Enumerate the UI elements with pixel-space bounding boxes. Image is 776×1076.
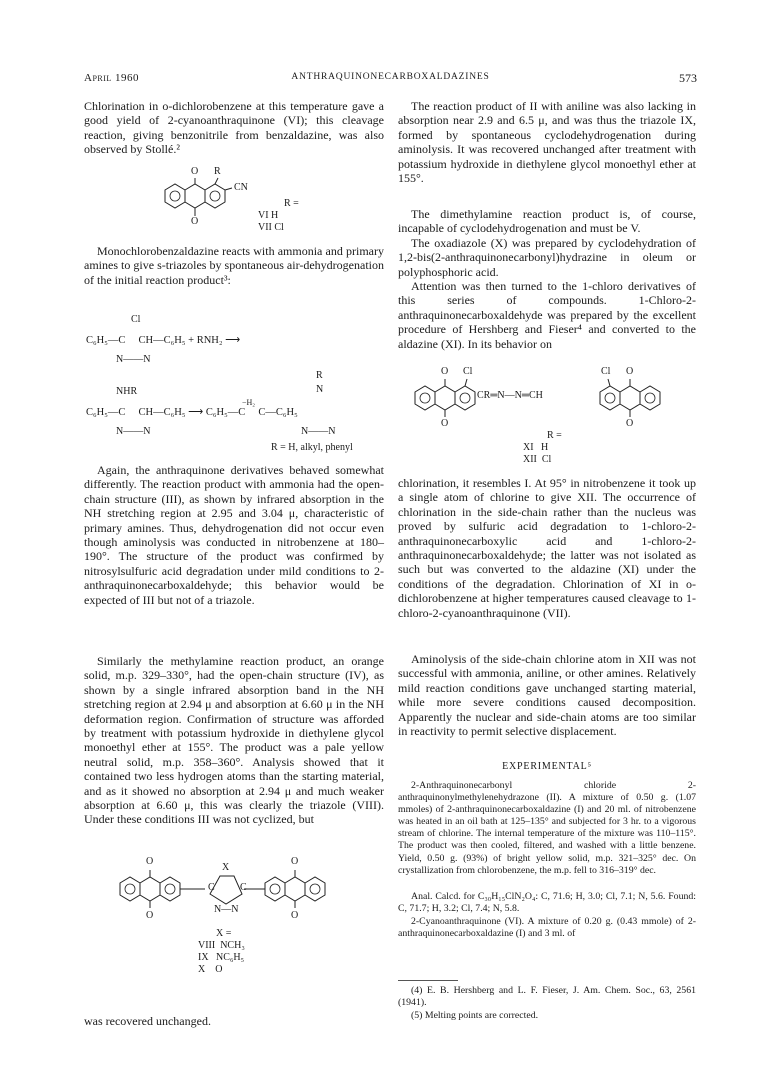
right-paragraph-6: Aminolysis of the side-chain chlorine atom in XII was not successful with ammonia, aniline, or other amines. Relatively mild reaction conditions gave unchanged starting material, while more severe conditions caused decomposition. Apparently the nuclear and side-chain atoms are too similar in reactivity to permit selective displacement. (398, 652, 696, 739)
footnote-4: (4) E. B. Hershberg and L. F. Fieser, J. Am. Chem. Soc., 63, 2561 (1941). (398, 985, 696, 1009)
scheme1-line: C₆H₅—C CH—C₆H₅ + RNH₂ ⟶ (86, 335, 241, 346)
struct3-legend-head: R = (547, 430, 562, 441)
structure-cyanoanthraquinone-drawing (150, 168, 350, 238)
struct1-cn: CN (234, 182, 248, 193)
struct3-cl-right: Cl (601, 366, 611, 377)
right-paragraph-2: The dimethylamine reaction product is, of course, incapable of cyclodehydrogenation and must be V. (398, 207, 696, 236)
left-paragraph-3: Again, the anthraquinone derivatives behaved somewhat differently. The reaction product with ammonia had the open-chain structure (III), as shown by infrared absorption in the NH stretching region at 2.95 and 3.04 μ, characteristic of primary amines. Thus, dehydrogenation did not occur even though aminolysis was conducted in nitrobenzene at 180–190°. The structure of the product was confirmed by nitrosylsulfuric acid degradation under mild conditions to 2-anthraquinonecarboxaldehyde; this behavior would be expected of III but not of a triazole. (84, 463, 384, 607)
scheme1-cl: Cl (131, 314, 141, 325)
scheme2-nn-right: N——N (301, 426, 336, 437)
struct1-legend-row1: VI H (258, 210, 279, 221)
struct3-o-right-bottom: O (626, 418, 634, 429)
right-paragraph-4: Attention was then turned to the 1-chloro derivatives of this series of compounds. 1-Chloro-2-anthraquinonecarboxaldehyde was prepared by the excellent procedure of Hershberg and Fieser⁴ and converted to the aldazine (XI). In its behavior on (398, 279, 696, 351)
struct2-legend-head: X = (216, 928, 232, 939)
struct2-legend-row1: VIII NCH₃ (198, 940, 245, 951)
scheme1-nn: N——N (116, 354, 151, 365)
experimental-paragraph-1: 2-Anthraquinonecarbonyl chloride 2-anthraquinonylmethylenehydrazone (II). A mixture of 0.50 g. (1.07 mmoles) of 2-anthraquinonecarboxaldazine (I) and 20 ml. of nitrobenzene was heated in an oil bath at 125–135° and subjected for 3 hr. to a vigorous stream of chlorine. The internal temperature of the mixture was 110–115°. The product was then cooled, filtered, and washed with a little benzene. Yield, 0.50 g. (93%) of bright yellow solid, m.p. 321–325° dec. On crystallization from chlorobenzene, the m.p. fell to 316–319° dec. (398, 780, 696, 876)
left-paragraph-2: Monochlorobenzaldazine reacts with ammonia and primary amines to give s-triazoles by spontaneous air-dehydrogenation of the initial reaction product³: (84, 244, 384, 287)
struct2-c-left: C (208, 882, 215, 893)
scheme-triazole-formation-1 (86, 314, 386, 369)
struct1-legend-row2: VII Cl (258, 222, 284, 233)
right-paragraph-1: The reaction product of II with aniline was also lacking in absorption near 2.9 and 6.5 μ, and was thus the triazole IX, formed by spontaneous cyclodehydrogenation during aminolysis. It was recovered unchanged after treatment with potassium hydroxide in diethylene glycol monoethyl ether at 155°. (398, 99, 696, 186)
struct3-o-left-bottom: O (441, 418, 449, 429)
experimental-paragraph-3: 2-Cyanoanthraquinone (VI). A mixture of 0.20 g. (0.43 mmole) of 2-anthraquinonecarboxaldazine (I) and 3 ml. of (398, 916, 696, 940)
page-number: 573 (679, 71, 697, 85)
struct1-o-bottom: O (191, 216, 199, 227)
struct1-r: R (214, 166, 221, 177)
struct3-legend-row2: XII Cl (523, 454, 552, 465)
scheme2-r-definition: R = H, alkyl, phenyl (271, 442, 353, 453)
struct2-nn: N—N (214, 904, 239, 915)
struct2-o4: O (291, 910, 299, 921)
running-header (84, 72, 697, 88)
struct3-chain: CR═N—N═CH (477, 390, 543, 401)
section-title-experimental: EXPERIMENTAL⁵ (502, 761, 592, 772)
header-title: ANTHRAQUINONECARBOXALDAZINES (291, 72, 490, 82)
left-paragraph-4: Similarly the methylamine reaction product, an orange solid, m.p. 329–330°, had the open-chain structure (IV), as shown by a single infrared absorption band in the NH stretching region at 2.94 μ and absorption at 6.60 μ in the NH deformation region. Confirmation of structure was afforded by treatment with potassium hydroxide in diethylene glycol monoethyl ether at 155°. The product was a pale yellow neutral solid, m.p. 358–360°. Analysis showed that it contained two less hydrogen atoms than the starting material, and as it showed no absorption at 2.94 μ and much weaker absorption at 6.60 μ, this was clearly the triazole (VIII). Under these conditions III was not cyclized, but (84, 654, 384, 827)
struct2-legend-row2: IX NC₆H₅ (198, 952, 245, 963)
structure-cyanoanthraquinone (150, 168, 350, 238)
scheme2-minus-h2: −H₂ (242, 398, 256, 407)
struct2-o1: O (146, 856, 154, 867)
scheme2-r: R (316, 370, 323, 381)
struct1-o-top: O (191, 166, 199, 177)
struct3-o-right: O (626, 366, 634, 377)
structure-bis-anthraquinonyl-heterocycle (110, 858, 370, 978)
scheme2-line: C₆H₅—C CH—C₆H₅ ⟶ C₆H₅—C C—C₆H₅ (86, 407, 298, 418)
struct2-o2: O (291, 856, 299, 867)
struct3-legend-row1: XI H (523, 442, 549, 453)
experimental-paragraph-2: Anal. Calcd. for C₃₀H₁₅ClN₂O₄: C, 71.6; H, 3.0; Cl, 7.1; N, 5.6. Found: C, 71.7; H, 3.2; Cl, 7.4; N, 5.8. (398, 891, 696, 915)
struct2-c-right: C (240, 882, 247, 893)
scheme-triazole-formation-2 (86, 370, 386, 455)
struct2-o3: O (146, 910, 154, 921)
scheme2-nn-left: N——N (116, 426, 151, 437)
right-paragraph-5: chlorination, it resembles I. At 95° in nitrobenzene it took up a single atom of chlorine to give XII. The occurrence of chlorination in the side-chain rather than the nucleus was proved by sulfuric acid degradation to 1-chloro-2-anthraquinonecarboxylic acid and 1-chloro-2-anthraquinonecarboxaldehyde; the latter was not isolated as such but was converted to the aldazine (XI) under the conditions of the degradation. Chlorination of XI in o-dichlorobenzene at higher temperatures caused cleavage to 1-chloro-2-cyanoanthraquinone (VII). (398, 476, 696, 620)
struct3-cl-left: Cl (463, 366, 473, 377)
structure-chloro-aldazine (405, 368, 695, 473)
left-paragraph-5: was recovered unchanged. (84, 1014, 211, 1028)
struct1-legend-head: R = (284, 198, 299, 209)
struct2-x: X (222, 862, 230, 873)
footnote-5: (5) Melting points are corrected. (411, 1010, 539, 1021)
struct2-legend-row3: X O (198, 964, 223, 975)
left-paragraph-1: Chlorination in o-dichlorobenzene at this temperature gave a good yield of 2-cyanoanthraquinone (VI); this cleavage reaction, giving benzonitrile from benzaldazine, was also observed by Stollé.² (84, 99, 384, 157)
footnote-rule (398, 980, 458, 981)
scheme2-n-top: N (316, 384, 324, 395)
right-paragraph-3: The oxadiazole (X) was prepared by cyclodehydration of 1,2-bis(2-anthraquinonecarbonyl)hydrazine in oleum or polyphosphoric acid. (398, 236, 696, 279)
struct3-o-left: O (441, 366, 449, 377)
scheme2-nhr: NHR (116, 386, 138, 397)
header-date: April 1960 (84, 72, 140, 84)
structure-chloro-aldazine-drawing (405, 368, 695, 438)
